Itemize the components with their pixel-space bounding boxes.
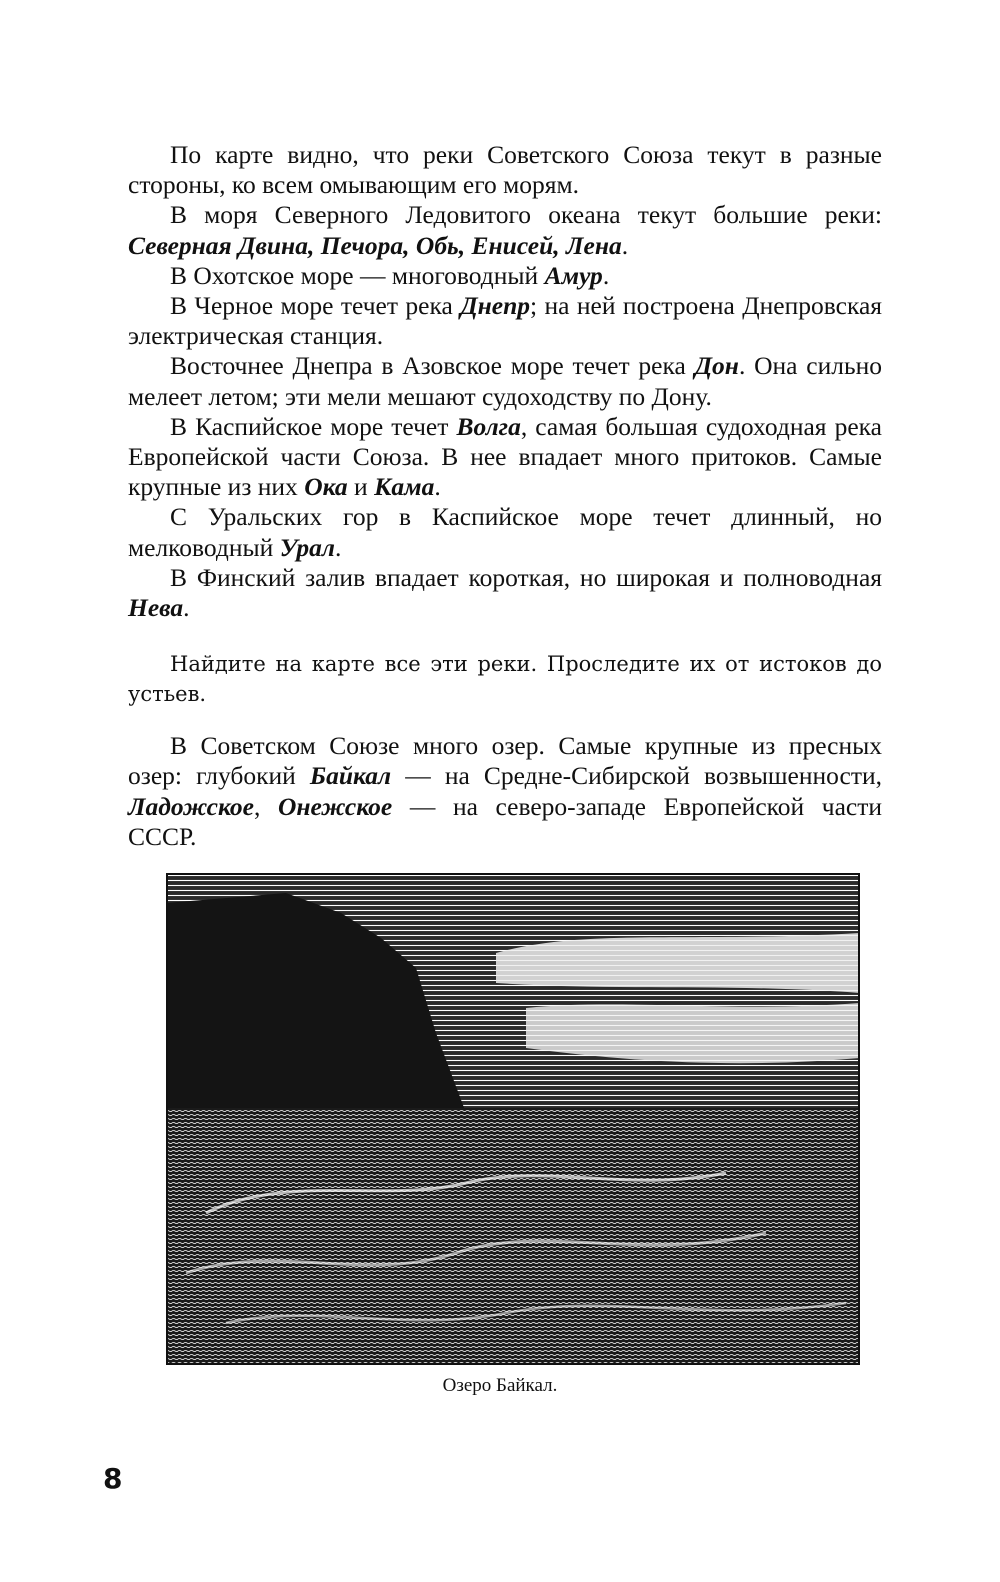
text-run: . Она сильно мелеет летом; эти мели мешают судоходству по Дону. (128, 351, 882, 411)
text-run: По карте видно, что реки Советского Союза текут в разные стороны, ко всем омывающим его морям. (128, 140, 882, 200)
emphasized-name: Урал (279, 532, 335, 562)
emphasized-name: Кама (374, 472, 435, 502)
emphasized-name: Ладожское (128, 791, 254, 821)
text-run: ; на ней построена Днепровская электрическая станция. (128, 291, 883, 351)
emphasized-name: Днепр (460, 291, 531, 321)
text-run: В Черное море течет река (170, 291, 461, 321)
text-run: . (621, 230, 629, 260)
text-run: и (347, 472, 375, 502)
main-text-column (128, 140, 882, 852)
rivers-paragraph (128, 140, 882, 200)
text-run: . (335, 532, 342, 562)
emphasized-name: Нева (128, 593, 184, 623)
emphasized-name: Дон (694, 351, 739, 381)
rivers-paragraph (128, 291, 882, 351)
text-run: — на Средне-Сибирской возвышенности, (391, 761, 882, 791)
emphasized-name: Волга (456, 411, 521, 441)
task-instruction: Найдите на карте все эти реки. Проследите их от истоков до устьев. (128, 652, 882, 707)
text-run: . (183, 593, 190, 623)
text-run: В Охотское море — многоводный (170, 260, 545, 290)
rivers-paragraph (128, 502, 882, 562)
text-run: В моря Северного Ледовитого океана текут большие реки: (170, 200, 882, 230)
lakes-paragraph (128, 731, 882, 852)
text-run: , (254, 791, 278, 821)
text-run: . (434, 472, 441, 502)
rivers-paragraph (128, 412, 882, 503)
rivers-paragraph (128, 261, 882, 291)
text-run: , самая большая судоходная река Европейской части Союза. В нее впадает много притоков. Самые крупные из них (128, 411, 882, 502)
rivers-paragraph (128, 200, 882, 260)
figure-caption: Озеро Байкал. (442, 1375, 558, 1396)
text-run: С Уральских гор в Каспийское море течет длинный, но мелководный (128, 502, 882, 562)
rivers-paragraph (128, 563, 882, 623)
text-run: . (602, 260, 610, 290)
lakes-section (128, 731, 882, 852)
text-run: В Советском Союзе много озер. Самые крупные из пресных озер: глубокий (128, 731, 882, 791)
rivers-paragraph (128, 351, 882, 411)
page-number: 8 (103, 1462, 123, 1495)
text-run: — на северо-западе Европейской части СССР. (128, 791, 882, 851)
emphasized-name: Онежское (277, 791, 393, 821)
emphasized-name: Байкал (309, 761, 392, 791)
emphasized-name: Амур (544, 260, 603, 290)
rivers-section (128, 140, 882, 623)
lake-baikal-illustration (166, 873, 860, 1365)
engraving-image (166, 873, 860, 1365)
text-run: В Каспийское море течет (170, 411, 457, 441)
text-run: В Финский залив впадает короткая, но широкая и полноводная (170, 562, 882, 592)
text-run: Восточнее Днепра в Азовское море течет река (170, 351, 695, 381)
emphasized-name: Северная Двина, Печора, Обь, Енисей, Лена (128, 230, 622, 260)
emphasized-name: Ока (304, 472, 348, 502)
